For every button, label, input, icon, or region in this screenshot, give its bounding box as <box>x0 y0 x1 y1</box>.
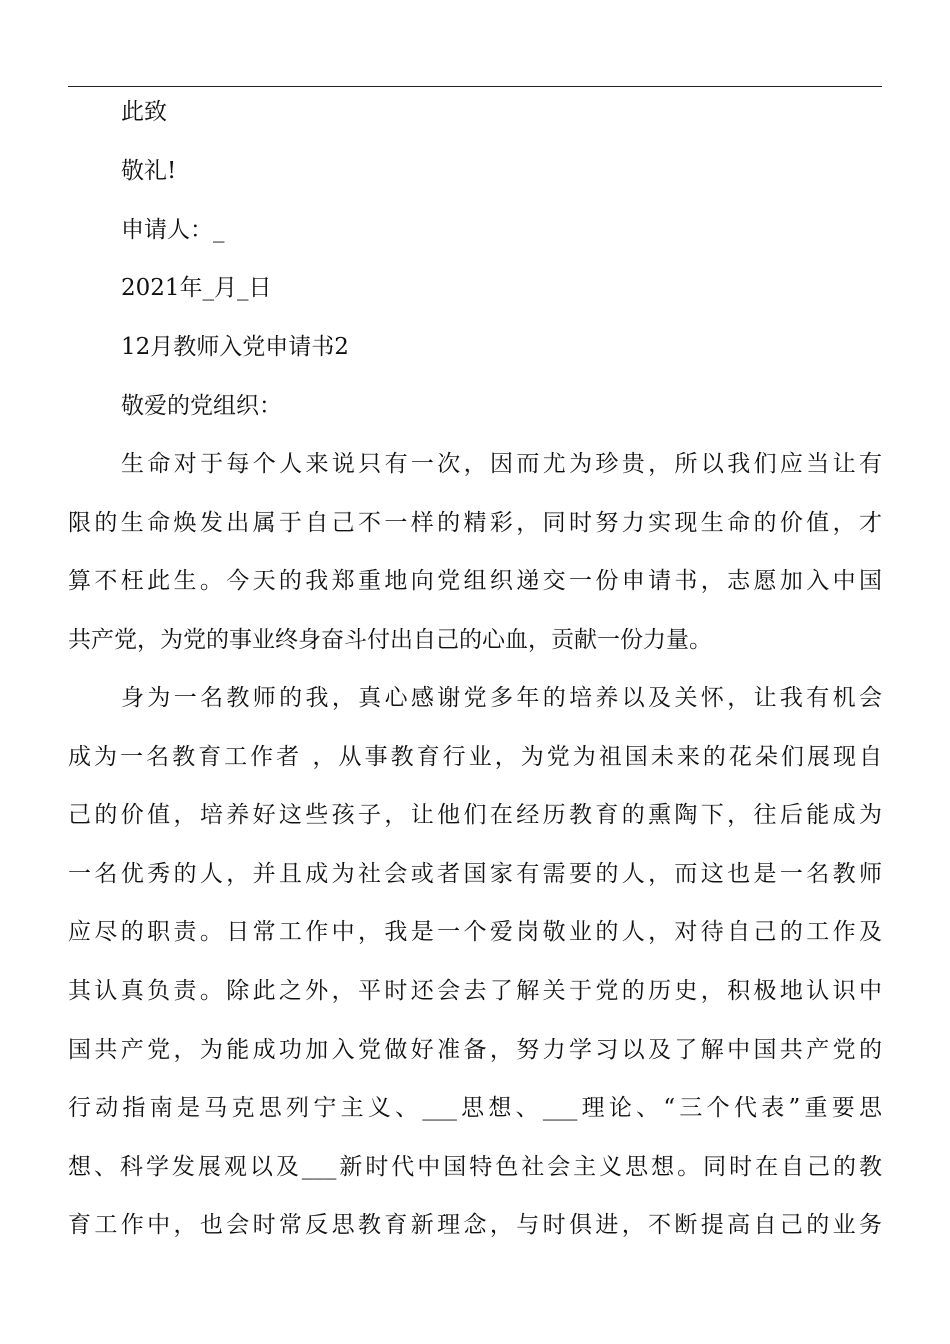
paragraph-line: 己的价值，培养好这些孩子，让他们在经历教育的熏陶下，往后能成为 <box>68 802 882 829</box>
paragraph-line: 应尽的职责。日常工作中，我是一个爱岗敬业的人，对待自己的工作及 <box>68 919 882 946</box>
closing-line-2: 敬礼! <box>121 158 177 184</box>
applicant-line: 申请人：_ <box>121 217 225 243</box>
paragraph-line: 算不枉此生。今天的我郑重地向党组织递交一份申请书，志愿加入中国 <box>68 568 882 595</box>
paragraph-2 <box>68 669 882 1255</box>
paragraph-line: 想、科学发展观以及___新时代中国特色社会主义思想。同时在自己的教 <box>68 1153 882 1180</box>
document-title: 12月教师入党申请书2 <box>121 334 349 360</box>
paragraph-line: 生命对于每个人来说只有一次，因而尤为珍贵，所以我们应当让有 <box>121 451 882 477</box>
paragraph-line: 限的生命焕发出属于自己不一样的精彩，同时努力实现生命的价值，才 <box>68 509 882 536</box>
paragraph-line: 育工作中，也会时常反思教育新理念，与时俱进，不断提高自己的业务 <box>68 1212 882 1239</box>
paragraph-line: 身为一名教师的我，真心感谢党多年的培养以及关怀，让我有机会 <box>121 685 882 711</box>
paragraph-line: 一名优秀的人，并且成为社会或者国家有需要的人，而这也是一名教师 <box>68 860 882 887</box>
paragraph-line: 共产党，为党的事业终身奋斗付出自己的心血，贡献一份力量。 <box>68 626 712 653</box>
paragraph-line: 成为一名教育工作者 ，从事教育行业，为党为祖国未来的花朵们展现自 <box>68 743 882 770</box>
salutation: 敬爱的党组织： <box>121 393 282 419</box>
paragraph-line: 其认真负责。除此之外，平时还会去了解关于党的历史，积极地认识中 <box>68 977 882 1004</box>
closing-line-1: 此致 <box>121 99 167 125</box>
paragraph-line: 行动指南是马克思列宁主义、___思想、___理论、“三个代表”重要思 <box>68 1095 882 1122</box>
date-line: 2021年_月_日 <box>121 275 272 301</box>
header-rule <box>68 86 882 87</box>
paragraph-1 <box>68 435 882 669</box>
paragraph-line: 国共产党，为能成功加入党做好准备，努力学习以及了解中国共产党的 <box>68 1036 882 1063</box>
